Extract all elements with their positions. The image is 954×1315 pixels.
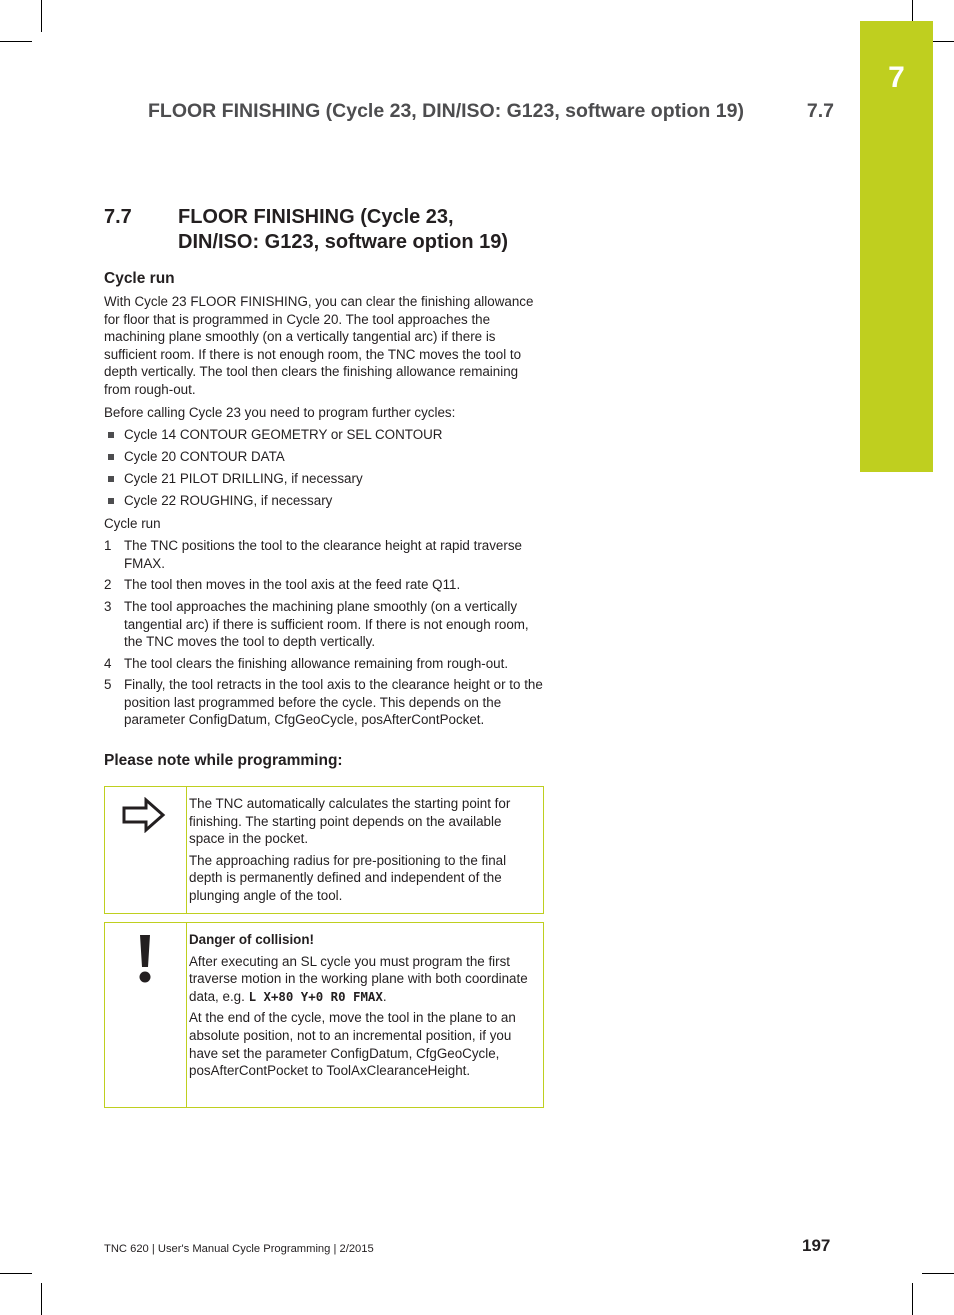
- step-item: [104, 676, 544, 729]
- crop-mark: [41, 0, 42, 32]
- note-paragraph: At the end of the cycle, move the tool in the plane to an absolute position, not to an incremental position, if you have set the parameter ConfigDatum, CfgGeoCycle, posAfterContPocket to ToolAxClearanceHeight.: [189, 1010, 516, 1079]
- steps-list: [104, 537, 544, 729]
- list-item-text: Cycle 14 CONTOUR GEOMETRY or SEL CONTOUR: [124, 427, 443, 443]
- crop-mark: [922, 1273, 954, 1274]
- note-icon-column: [105, 923, 187, 1107]
- list-item: [104, 448, 544, 466]
- cycle-run-heading: Cycle run: [104, 270, 175, 287]
- step-text: The tool then moves in the tool axis at the feed rate Q11.: [124, 577, 461, 593]
- step-item: [104, 598, 544, 651]
- code-snippet: L X+80 Y+0 R0 FMAX: [248, 988, 383, 1004]
- section-title-text: [178, 205, 544, 255]
- steps-label: Cycle run: [104, 515, 161, 531]
- note-icon-column: [105, 787, 187, 913]
- prerequisite-list: [104, 426, 544, 510]
- note-paragraph: The TNC automatically calculates the starting point for finishing. The starting point depends on the available space in the pocket.: [189, 796, 511, 847]
- note-paragraph: [189, 953, 537, 1006]
- chapter-tab: [860, 21, 933, 472]
- step-item: [104, 537, 544, 572]
- bullet-square-icon: [108, 476, 114, 482]
- footer-text: TNC 620 | User's Manual Cycle Programming | 2/2015: [104, 1243, 374, 1255]
- section-title: [104, 205, 544, 255]
- list-item: [104, 470, 544, 488]
- bullet-square-icon: [108, 498, 114, 504]
- note-text-column: [187, 923, 543, 1107]
- crop-mark: [41, 1283, 42, 1315]
- note-box-info: [104, 786, 544, 914]
- running-header: [148, 100, 834, 123]
- list-item: [104, 492, 544, 510]
- step-number: 5: [104, 677, 112, 693]
- step-text: Finally, the tool retracts in the tool axis to the clearance height or to the position last programmed before the cycle. This depends on the parameter ConfigDatum, CfgGeoCycle, posAfterContPocket.: [124, 677, 543, 728]
- list-item: [104, 426, 544, 444]
- step-text: The tool approaches the machining plane smoothly (on a vertically tangential arc) if there is sufficient room. If there is not enough room, the TNC moves the tool to depth vertically.: [124, 598, 529, 650]
- page-number: 197: [802, 1236, 831, 1255]
- note-heading: Please note while programming:: [104, 752, 343, 770]
- step-item: [104, 655, 544, 673]
- bullet-square-icon: [108, 454, 114, 460]
- step-number: 1: [104, 538, 112, 554]
- crop-mark: [0, 41, 32, 42]
- crop-mark: [912, 1283, 913, 1315]
- note-box-warning: [104, 922, 544, 1108]
- step-item: [104, 576, 544, 594]
- step-number: 4: [104, 655, 112, 671]
- arrow-right-icon: [122, 797, 166, 833]
- step-number: 2: [104, 577, 112, 593]
- running-header-title: FLOOR FINISHING (Cycle 23, DIN/ISO: G123, software option 19): [148, 100, 744, 122]
- bullet-square-icon: [108, 432, 114, 438]
- warning-title: Danger of collision!: [189, 932, 314, 948]
- list-item-text: Cycle 20 CONTOUR DATA: [124, 449, 285, 465]
- main-content: [104, 205, 544, 1108]
- list-item-text: Cycle 22 ROUGHING, if necessary: [124, 493, 333, 509]
- note-text-column: [187, 787, 543, 913]
- running-header-section: 7.7: [806, 100, 834, 122]
- step-text: The TNC positions the tool to the clearance height at rapid traverse FMAX.: [124, 538, 522, 571]
- note-text: .: [382, 988, 387, 1004]
- section-title-line1: FLOOR FINISHING (Cycle 23,: [178, 206, 454, 228]
- step-number: 3: [104, 598, 112, 614]
- note-text: After executing an SL cycle you must program the first traverse motion in the working plane with both coordinate data, e.g.: [189, 953, 528, 1004]
- cycle-run-intro: With Cycle 23 FLOOR FINISHING, you can clear the finishing allowance for floor that is programmed in Cycle 20. The tool approaches the machining plane smoothly (on a vertically tangential arc) if there is sufficient room. If there is not enough room, the TNC moves the tool to depth vertically. The tool then clears the finishing allowance remaining from rough-out.: [104, 294, 534, 397]
- section-number: 7.7: [104, 206, 132, 228]
- step-text: The tool clears the finishing allowance remaining from rough-out.: [124, 655, 509, 671]
- before-calling-text: Before calling Cycle 23 you need to program further cycles:: [104, 404, 456, 420]
- exclamation-icon: [137, 935, 153, 985]
- section-title-line2: DIN/ISO: G123, software option 19): [178, 231, 509, 253]
- list-item-text: Cycle 21 PILOT DRILLING, if necessary: [124, 471, 363, 487]
- chapter-number: 7: [888, 61, 905, 94]
- note-paragraph: The approaching radius for pre-positioning to the final depth is permanently defined and independent of the plunging angle of the tool.: [189, 852, 507, 904]
- crop-mark: [0, 1273, 32, 1274]
